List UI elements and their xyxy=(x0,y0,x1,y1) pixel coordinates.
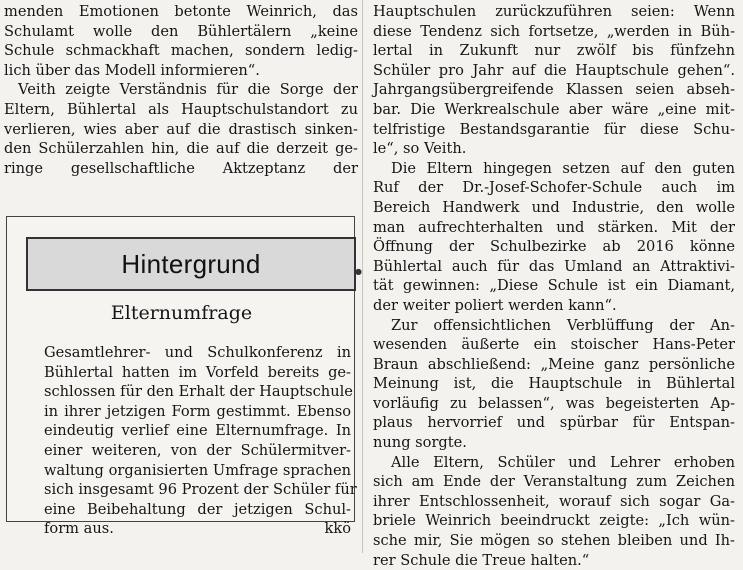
text-line: menden Emotionen betonte Weinrich, das xyxy=(4,3,358,20)
text-line: briele Weinrich beeindruckt zeigte: „Ich wün- xyxy=(373,512,735,530)
text-line: Gesamtlehrer- und Schulkonferenz in xyxy=(44,344,351,361)
text-line: eine Beibehaltung der jetzigen Schul- xyxy=(44,500,351,518)
text-line: Schule schmackhaft machen, sondern ledig- xyxy=(4,42,358,60)
text-line: eindeutig verlief eine Elternumfrage. In xyxy=(44,422,351,440)
paragraph xyxy=(373,159,735,316)
text-line: Eltern, Bühlertal als Hauptschulstandort zu xyxy=(4,100,358,118)
text-line: Alle Eltern, Schüler und Lehrer erhoben xyxy=(391,453,735,471)
paragraph xyxy=(373,2,735,159)
text-line: diese Tendenz sich fortsetze, „werden in Büh- xyxy=(373,22,735,40)
text-line: man aufrechterhalten und stärken. Mit der xyxy=(373,218,735,236)
text-line: der weiter poliert werden kann“. xyxy=(373,296,617,314)
background-infobox xyxy=(6,216,362,538)
infobox-subtitle: Elternumfrage xyxy=(110,302,253,324)
text-line: vorläufig zu belassen“, was begeisterten Ap- xyxy=(373,394,735,412)
text-line: Bühlertal hatten im Vorfeld bereits ge- xyxy=(44,363,351,381)
text-line: sich insgesamt 96 Prozent der Schüler für xyxy=(44,481,357,499)
text-line: nung sorgte. xyxy=(373,434,467,452)
infobox-title: Hintergrund xyxy=(121,248,261,279)
text-line: Schüler pro Jahr auf die Hauptschule gehen“. xyxy=(373,61,735,79)
text-line: bar. Die Werkrealschule aber wäre „eine mit- xyxy=(373,100,735,118)
paragraph xyxy=(373,453,735,570)
text-line: Veith zeigte Verständnis für die Sorge der xyxy=(18,81,358,99)
text-line: Zur offensichtlichen Verblüffung der An- xyxy=(391,316,735,334)
text-line: verlieren, wies aber auf die drastisch sinken- xyxy=(4,120,358,138)
text-line: rer Schule die Treue halten.“ xyxy=(373,551,590,569)
infobox-header xyxy=(26,237,356,291)
text-line: Bereich Handwerk und Industrie, den wolle xyxy=(373,198,735,216)
paragraph xyxy=(4,2,358,80)
dot-decoration: ● xyxy=(355,267,362,276)
text-line: waltung organisierten Umfrage sprachen xyxy=(44,461,351,479)
author-initials: kkö xyxy=(324,520,351,538)
text-line: Schulamt wolle den Bühlertälern „keine xyxy=(4,22,358,40)
text-line: sche mir, Sie mögen so stehen bleiben und Ih- xyxy=(373,532,735,550)
infobox-last-line: form aus. xyxy=(44,520,114,538)
paragraph xyxy=(4,80,358,178)
text-line: le“, so Veith. xyxy=(373,140,467,158)
text-line xyxy=(44,519,351,539)
infobox-body xyxy=(44,343,357,539)
left-column xyxy=(4,2,358,178)
text-line: schlossen für den Erhalt der Hauptschule xyxy=(44,383,353,401)
text-line: ringe gesellschaftliche Aktzeptanz der xyxy=(4,159,358,177)
text-line: telfristige Bestandsgarantie für diese Schu- xyxy=(373,120,735,138)
text-line: plaus hervorrief und spürbar für Entspan- xyxy=(373,414,735,432)
text-line: Die Eltern hingegen setzen auf den guten xyxy=(391,159,735,177)
text-line: tät gewinnen: „Diese Schule ist ein Diamant, xyxy=(373,277,735,295)
text-line: einer weiteren, von der Schülermitver- xyxy=(44,441,351,459)
right-column xyxy=(373,2,735,570)
text-line: Meinung ist, die Hauptschule in Bühlertal xyxy=(373,375,735,393)
text-line: in ihrer jetzigen Form gestimmt. Ebenso xyxy=(44,402,351,420)
text-line: ihrer Entschlossenheit, worauf sich sogar Ga- xyxy=(373,492,735,510)
text-line: Bühlertal auch für das Umland an Attraktivi- xyxy=(373,257,735,275)
column-divider xyxy=(362,0,363,553)
text-line: lertal in Zukunft nur zwölf bis fünfzehn xyxy=(373,42,735,60)
text-line: lich über das Modell informieren“. xyxy=(4,61,260,79)
text-line: Hauptschulen zurückzuführen seien: Wenn xyxy=(373,3,735,20)
text-line: wesenden äußerte ein stoischer Hans-Peter xyxy=(373,336,735,354)
text-line: Braun abschließend: „Meine ganz persönliche xyxy=(373,355,735,373)
text-line: Ruf der Dr.-Josef-Schofer-Schule auch im xyxy=(373,179,735,197)
text-line: den Schülerzahlen hin, die auf die derzeit ge- xyxy=(4,140,358,158)
text-line: sich am Ende der Veranstaltung zum Zeichen xyxy=(373,473,735,491)
text-line: Öffnung der Schulbezirke ab 2016 könne xyxy=(373,238,735,256)
text-line: Jahrgangsübergreifende Klassen seien abseh- xyxy=(373,81,735,99)
paragraph xyxy=(373,316,735,453)
